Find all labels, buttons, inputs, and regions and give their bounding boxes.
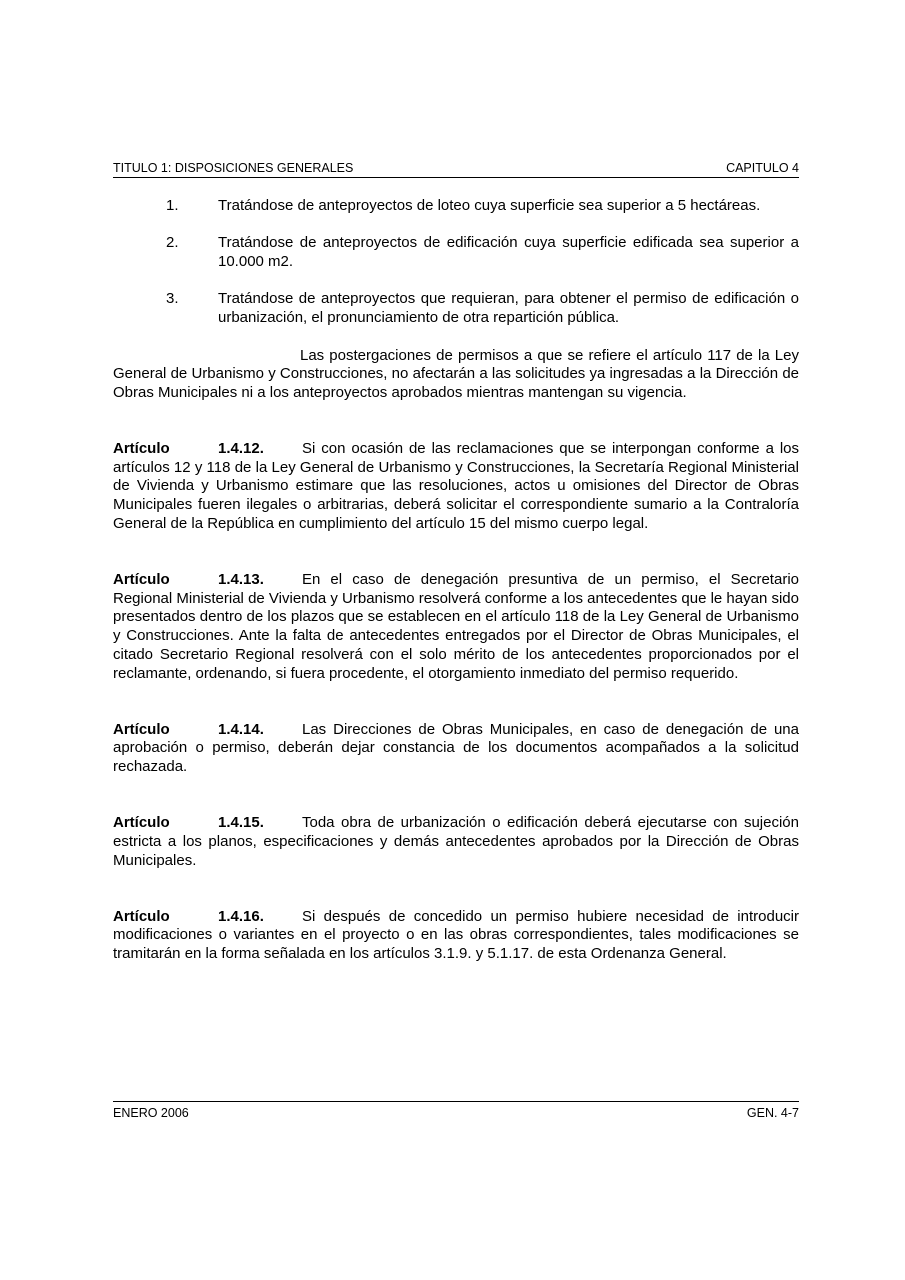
article-label: Artículo <box>113 720 170 738</box>
header-title: TITULO 1: DISPOSICIONES GENERALES <box>113 161 354 175</box>
article-1-4-13 <box>113 571 799 683</box>
list-item <box>113 234 799 271</box>
article-text: Si con ocasión de las reclamaciones que se interpongan conforme a los artículos 12 y 118 de la Ley General de Urbanismo y Construcciones, la Secretaría Regional Ministerial de Vivienda y Urbanismo estimare que las resoluciones, actos u omisiones del Director de Obras Municipales fueren ilegales o arbitrarias, deberá solicitar el correspondiente sumario a la Contraloría General de la República en cumplimiento del artículo 15 del mismo cuerpo legal. <box>113 440 799 532</box>
article-number: 1.4.16. <box>218 907 264 925</box>
list-text: Tratándose de anteproyectos que requieran, para obtener el permiso de edificación o urbanización, el pronunciamiento de otra repartición pública. <box>218 290 799 327</box>
footer-date: ENERO 2006 <box>113 1106 189 1120</box>
article-text: Las Direcciones de Obras Municipales, en caso de denegación de una aprobación o permiso, deberán dejar constancia de los documentos acompañados a la solicitud rechazada. <box>113 720 799 775</box>
list-text: Tratándose de anteproyectos de edificación cuya superficie edificada sea superior a 10.000 m2. <box>218 234 799 271</box>
article-text: Si después de concedido un permiso hubiere necesidad de introducir modificaciones o variantes en el proyecto o en las obras correspondientes, tales modificaciones se tramitarán en la forma señalada en los artículos 3.1.9. y 5.1.17. de esta Ordenanza General. <box>113 907 799 962</box>
document-body <box>113 197 799 964</box>
article-text: En el caso de denegación presuntiva de un permiso, el Secretario Regional Ministerial de Vivienda y Urbanismo resolverá conforme a los antecedentes que le hayan sido presentados dentro de los plazos que se establecen en el artículo 118 de la Ley General de Urbanismo y Construcciones. Ante la falta de antecedentes entregados por el Director de Obras Municipales, el citado Secretario Regional resolverá con el solo mérito de los antecedentes proporcionados por el reclamante, ordenando, si fuera procedente, el otorgamiento inmediato del permiso requerido. <box>113 570 799 682</box>
article-1-4-12 <box>113 440 799 534</box>
article-number: 1.4.13. <box>218 570 264 588</box>
list-item <box>113 290 799 327</box>
article-1-4-16 <box>113 908 799 964</box>
article-text: Toda obra de urbanización o edificación deberá ejecutarse con sujeción estricta a los planos, especificaciones y demás antecedentes aprobados por la Dirección de Obras Municipales. <box>113 814 799 869</box>
article-number: 1.4.12. <box>218 440 264 458</box>
footer-page-number: GEN. 4-7 <box>746 1106 799 1120</box>
header-chapter: CAPITULO 4 <box>726 161 799 175</box>
article-label: Artículo <box>113 907 170 925</box>
postponement-paragraph: Las postergaciones de permisos a que se refiere el artículo 117 de la Ley General de Urbanismo y Construcciones, no afectarán a las solicitudes ya ingresadas a la Dirección de Obras Municipales ni a los anteproyectos aprobados mientras mantengan su vigencia. <box>113 346 799 401</box>
list-number: 3. <box>166 290 179 308</box>
list-item <box>113 197 799 216</box>
article-label: Artículo <box>113 814 170 832</box>
article-number: 1.4.15. <box>218 814 264 832</box>
page-header <box>113 160 799 178</box>
list-number: 2. <box>166 234 179 252</box>
article-label: Artículo <box>113 570 170 588</box>
list-text: Tratándose de anteproyectos de loteo cuya superficie sea superior a 5 hectáreas. <box>218 197 761 214</box>
article-number: 1.4.14. <box>218 720 264 738</box>
article-label: Artículo <box>113 440 170 458</box>
list-number: 1. <box>166 197 179 214</box>
page-footer <box>113 1101 799 1121</box>
article-1-4-15 <box>113 814 799 870</box>
article-1-4-14 <box>113 721 799 777</box>
